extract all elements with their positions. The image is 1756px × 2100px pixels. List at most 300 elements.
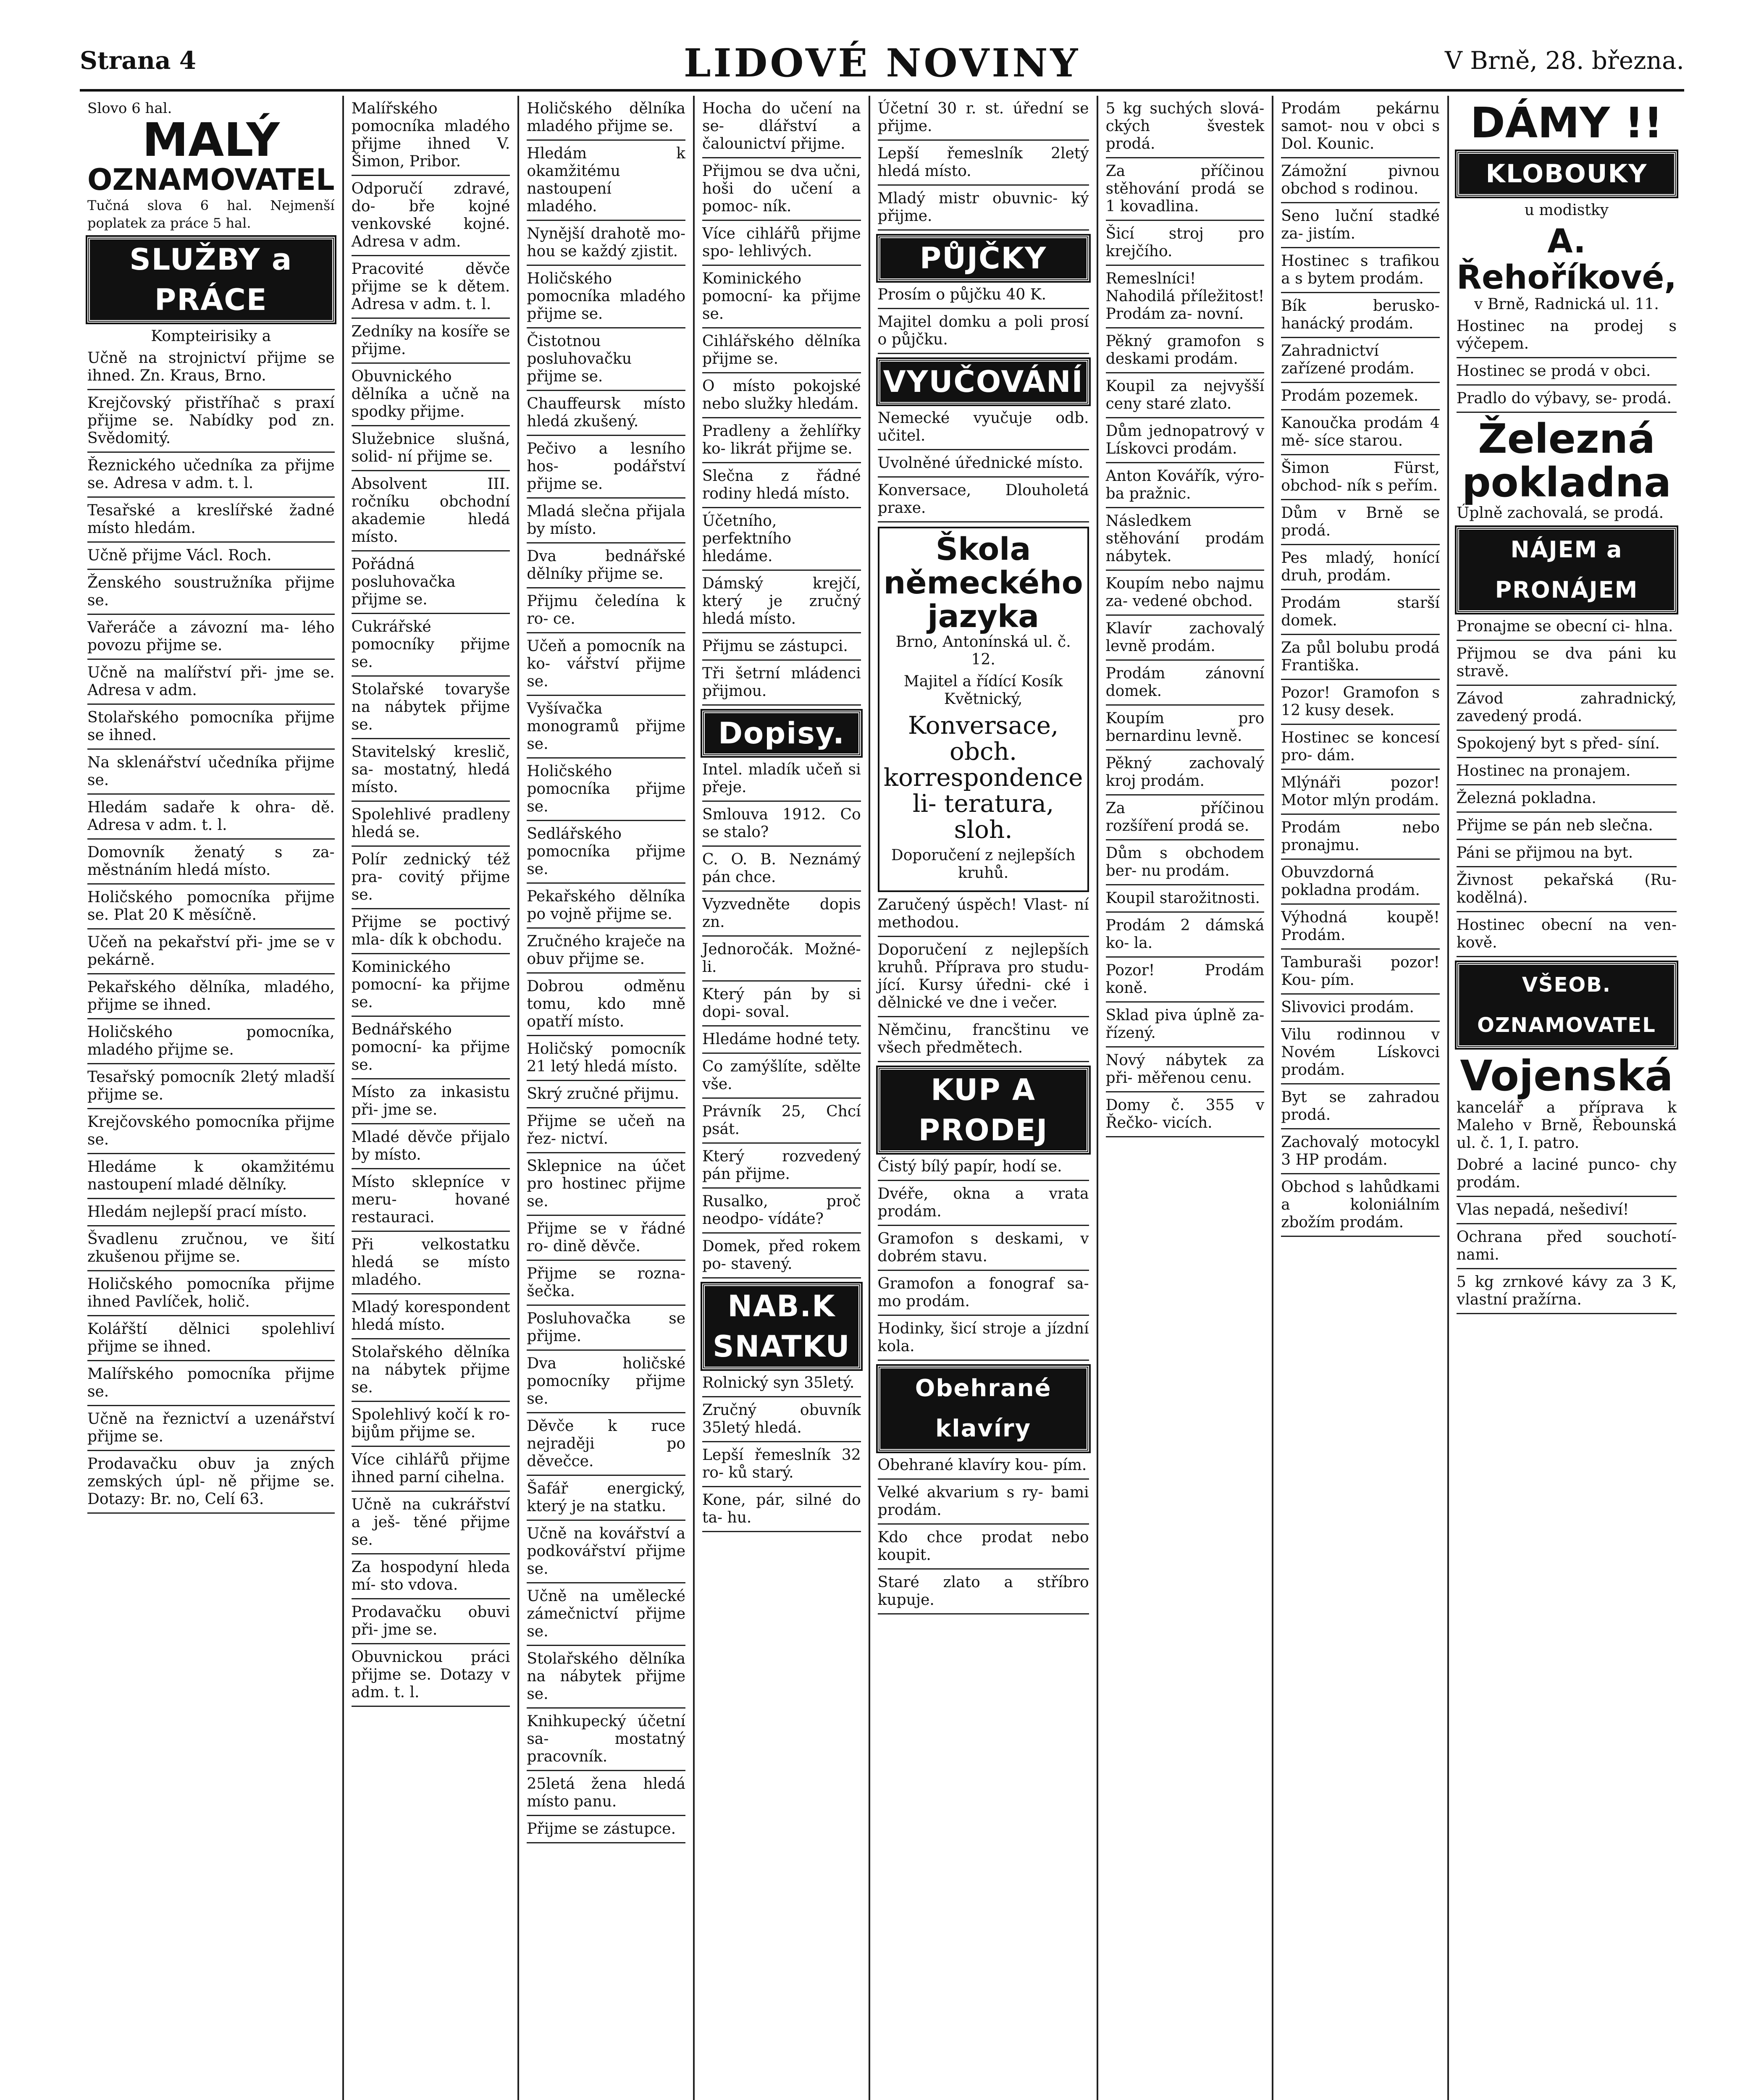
classified-ad: Hodinky, šicí stroje a jízdní kola. (877, 1320, 1089, 1355)
zelezna-title: Železná pokladna (1462, 415, 1671, 506)
skola-title: Škola německého jazyka (883, 531, 1083, 635)
skola-address: Brno, Antonínská ul. č. 12. (895, 633, 1071, 668)
classified-ad: Účetního, perfektního hledáme. (702, 512, 792, 565)
classified-ad: Pradlo do výbavy, se- prodá. (1456, 390, 1672, 407)
ad-divider (1457, 784, 1677, 785)
classified-ad: Mlýnáři pozor! Motor mlýn prodám. (1281, 774, 1440, 809)
classified-ad: Zámožní pivnou obchod s rodinou. (1281, 163, 1440, 197)
ad-divider (87, 614, 335, 615)
classified-ad: Doporučení z nejlepších kruhů. Příprava pro studu- jící. Kursy úředni- cké i dělnické ve dne i večer. (877, 941, 1089, 1011)
classified-ad: Majitel domku a poli prosí o půjčku. (877, 313, 1089, 348)
classified-ad: Vyzvedněte dopis zn. (702, 896, 861, 931)
ad-divider (702, 1531, 861, 1532)
banner-klobouky: KLOBOUKY (1457, 151, 1677, 197)
rehorikove-title: A. Řehoříkové, (1456, 223, 1677, 297)
classified-ad: Holičský pomocník 21 letý hledá místo. (527, 1040, 685, 1075)
classified-ad: Pronajme se obecní ci- hlna. (1456, 618, 1673, 635)
skola-doporuceni: Doporučení z nejlepších kruhů. (891, 847, 1076, 882)
ad-divider (878, 1360, 1089, 1361)
classified-ad: Holičského pomocníka přijme se. Plat 20 K měsíčně. (87, 889, 335, 924)
classified-ad: Pracovité děvče přijme se k dětem. Adresa v adm. t. l. (351, 260, 510, 313)
classified-ad: Prodám starší domek. (1281, 594, 1440, 629)
classified-ad: Dům jednopatrový v Lískovci prodám. (1105, 423, 1265, 457)
ads-list-b (878, 286, 1089, 354)
ad-divider (878, 353, 1089, 354)
classified-ad: Přijme se rozna- šečka. (527, 1265, 685, 1300)
place-date: V Brně, 28. března. (1444, 46, 1684, 75)
ad-divider (1457, 839, 1677, 840)
ad-divider (878, 1061, 1089, 1062)
classified-ad: Kone, pár, silné do ta- hu. (702, 1491, 861, 1526)
classified-ad: Švadlenu zručnou, ve šití zkušenou přijme se. (87, 1231, 335, 1265)
ad-divider (352, 175, 510, 176)
modistky-text: u modistky (1524, 202, 1609, 219)
ad-divider (527, 757, 685, 759)
classified-ad: Cihlářského dělníka přijme se. (702, 333, 861, 368)
classified-ad: Posluhovačka se přijme. (527, 1310, 685, 1345)
ad-divider (702, 704, 861, 706)
classified-ad: Rolnický syn 35letý. (702, 1374, 855, 1391)
ads-list (527, 100, 685, 1843)
ads-list-c (1457, 1156, 1677, 1314)
ad-divider (1457, 956, 1677, 957)
ad-divider (702, 265, 861, 266)
ad-divider (702, 659, 861, 661)
ad-divider (87, 1450, 335, 1451)
banner-sluzby-prace: SLUŽBY a PRÁCE (87, 237, 335, 323)
classified-ad: Prodám pozemek. (1281, 387, 1419, 404)
classified-ad: Přijmou se dva páni ku stravě. (1456, 645, 1677, 680)
ads-list-c (878, 410, 1089, 522)
ad-divider (1281, 679, 1440, 680)
ad-divider (1281, 769, 1440, 770)
ad-divider (702, 632, 861, 633)
ad-divider (87, 541, 335, 543)
zelezna-text: Úplně zachovalá, se prodá. (1456, 504, 1664, 522)
classified-ad: Účetní 30 r. st. úřední se přijme. (877, 100, 1089, 135)
ad-divider (352, 1078, 510, 1079)
ad-divider (527, 1475, 685, 1476)
classified-ad: Stolařského dělníka na nábytek přijme se. (351, 1344, 510, 1396)
ad-divider (1106, 956, 1265, 958)
ad-divider (878, 476, 1089, 478)
ad-divider (527, 1305, 685, 1306)
classified-ad: Hledám nejlepší prací místo. (87, 1203, 307, 1221)
ad-divider (87, 1108, 335, 1109)
classified-ad: Dům s obchodem ber- nu prodám. (1105, 845, 1265, 879)
classified-ad: Za půl bolubu prodá Františka. (1281, 639, 1440, 674)
classified-ad: Obuvzdorná pokladna prodám. (1281, 864, 1420, 899)
classified-ad: Nynější drahotě mo- hou se každý zjistit. (527, 225, 685, 260)
ads-list-d (878, 896, 1089, 1062)
ad-divider (1457, 866, 1677, 867)
ad-divider (87, 1198, 335, 1199)
classified-ad: 25letá žena hledá místo panu. (527, 1775, 685, 1810)
ad-divider (878, 521, 1089, 522)
classified-ad: Odporučí zdravé, do- bře kojné venkovské kojné. Adresa v adm. (351, 180, 510, 250)
classified-ad: Remeslníci! Nahodilá příležitost! Prodám za- novní. (1105, 270, 1265, 323)
ad-divider (1281, 993, 1440, 995)
classified-ad: Prodavačku obuv ja zných zemských úpl- ně přijme se. Dotazy: Br. no, Celí 63. (87, 1455, 335, 1508)
classified-ad: Ochrana před souchotí- nami. (1456, 1228, 1677, 1263)
classified-ad: Velké akvarium s ry- bami prodám. (877, 1484, 1089, 1519)
classified-ad: Hocha do učení na se- dlářství a čalounictví přijme. (702, 100, 861, 152)
ad-divider (702, 372, 861, 373)
ad-divider (87, 1512, 335, 1514)
ad-divider (527, 1770, 685, 1771)
classified-ad: Kolářští dělnici spolehliví přijme se ihned. (87, 1320, 335, 1355)
classified-ad: Šicí stroj pro krejčího. (1105, 225, 1265, 260)
ad-divider (878, 1270, 1089, 1271)
classified-ad: Učně na cukrářství a ješ- těné přijme se. (351, 1496, 510, 1549)
rehorikove-address: v Brně, Radnická ul. 11. (1474, 296, 1659, 313)
ad-divider (1281, 948, 1440, 950)
classified-ad: Který rozvedený pán přijme. (702, 1148, 861, 1183)
ad-divider (352, 425, 510, 426)
banner-najem-pronajem: NÁJEM a PRONÁJEM (1457, 527, 1677, 613)
ad-divider (527, 1582, 685, 1583)
ad-divider (87, 883, 335, 885)
page-label: Strana 4 (80, 46, 197, 75)
classified-ad: Závod zahradnický, zavedený prodá. (1456, 690, 1677, 725)
classified-ad: Páni se přijmou na byt. (1456, 844, 1633, 861)
classified-ad: Gramofon s deskami, v dobrém stavu. (877, 1230, 1089, 1265)
ad-divider (352, 255, 510, 256)
classified-ad: Vyšívačka monogramů přijme se. (527, 700, 685, 753)
price-note-top: Slovo 6 hal. (87, 100, 172, 117)
ad-divider (87, 793, 335, 795)
classified-ad: Přijme se pán neb slečna. (1456, 817, 1653, 834)
classified-ad: Přijme se zástupce. (527, 1820, 676, 1838)
classified-ad: Vilu rodinnou v Novém Lískovci prodám. (1281, 1026, 1440, 1079)
classified-ad: Dva holičské pomocníky přijme se. (527, 1355, 685, 1407)
ad-divider (352, 1168, 510, 1169)
ad-divider (527, 972, 685, 974)
classified-ad: Více cihlářů přijme spo- lehlivých. (702, 225, 861, 260)
classified-ad: Domy č. 355 v Řečko- vicích. (1105, 1097, 1265, 1131)
ad-divider (1457, 357, 1677, 358)
ad-divider (1281, 634, 1440, 635)
ad-divider (702, 507, 861, 508)
classified-ad: Živnost pekařská (Ru- kodělná). (1456, 872, 1677, 906)
ad-divider (1106, 327, 1265, 328)
ad-divider (527, 390, 685, 391)
ad-divider (1457, 811, 1677, 813)
ad-divider (352, 1643, 510, 1644)
ad-divider (878, 229, 1089, 231)
ad-divider (1106, 704, 1265, 706)
classified-ad: Holičského dělníka mladého přijme se. (527, 100, 685, 135)
classified-ad: Slečna z řádné rodiny hledá místo. (702, 467, 861, 502)
ad-divider (352, 470, 510, 471)
ad-divider (87, 452, 335, 453)
classified-ad: Služebnice slušná, solid- ní přijme se. (351, 430, 510, 465)
ad-divider (1106, 372, 1265, 373)
ad-divider (527, 265, 685, 266)
classified-ad: Stolařského pomocníka přijme se ihned. (87, 709, 335, 744)
classified-ad: Místo za inkasistu při- jme se. (351, 1084, 510, 1118)
classified-ad: Rusalko, proč neodpo- vídáte? (702, 1193, 861, 1228)
ad-divider (702, 1441, 861, 1442)
skola-konversace: Konversace, obch. korrespondence li- teratura, sloh. (883, 711, 1083, 844)
ad-divider (87, 973, 335, 974)
ad-divider (352, 613, 510, 614)
classified-ad: Sklepnice na účet pro hostinec přijme se. (527, 1158, 685, 1210)
classified-ad: Kominického pomocní- ka přijme se. (351, 958, 510, 1011)
classified-ad: Chauffeursk místo hledá zkušený. (527, 395, 685, 430)
ad-divider (87, 1063, 335, 1064)
ad-divider (878, 1315, 1089, 1316)
banner-pujcky: PŮJČKY (878, 236, 1089, 281)
column-6 (1098, 96, 1274, 2100)
ads-list (702, 100, 861, 706)
classified-ad: Nemecké vyučuje odb. učitel. (877, 410, 1089, 444)
classified-ad: Za příčinou stěhování prodá se 1 kovadlina. (1105, 163, 1265, 215)
price-note: Tučná slova 6 hal. Nejmenší poplatek za práce 5 hal. (87, 197, 335, 231)
banner-obehrane-klaviry: Obehrané klavíry (878, 1366, 1089, 1452)
classified-ad: Stolařského dělníka na nábytek přijme se. (527, 1650, 685, 1703)
classified-ad: Stavitelský kreslič, sa- mostatný, hledá místo. (351, 743, 510, 796)
ad-divider (527, 1707, 685, 1709)
ad-divider (1457, 412, 1677, 413)
ad-divider (352, 550, 510, 551)
classified-ad: Holičského pomocníka mladého přijme se. (527, 270, 685, 323)
ad-divider (527, 1349, 685, 1351)
ad-divider (527, 435, 685, 436)
banner-vyucovani: VYUČOVÁNÍ (878, 359, 1089, 404)
classified-ad: Učeň na pekařství při- jme se v pekárně. (87, 934, 335, 969)
classified-ad: Učně na strojnictví přijme se ihned. Zn. Kraus, Brno. (87, 349, 335, 384)
classified-ad: Pekařského dělníka po vojně přijme se. (527, 888, 685, 923)
classified-ad: Mladá slečna přijala by místo. (527, 503, 685, 538)
ad-divider (1281, 409, 1440, 410)
vojenska-title: Vojenská (1460, 1051, 1673, 1100)
classified-ad: Prodám zánovní domek. (1105, 665, 1265, 700)
ad-divider (702, 890, 861, 892)
banner-dopisy: Dopisy. (702, 711, 861, 756)
ad-divider (87, 1153, 335, 1154)
ad-divider (352, 1598, 510, 1599)
ad-divider (702, 935, 861, 937)
banner-nab-k-snatku: NAB.K SNATKU (702, 1284, 861, 1369)
classified-ad: Lepší řemeslník 32 ro- ků starý. (702, 1446, 861, 1481)
banner-kup-prodej: KUP A PRODEJ (878, 1067, 1089, 1153)
column-2 (344, 96, 520, 2100)
classified-ad: Obchod s lahůdkami a koloniálním zbožím prodám. (1281, 1179, 1440, 1231)
classified-ad: Domek, před rokem po- stavený. (702, 1238, 861, 1273)
title-maly: MALÝ (142, 113, 280, 167)
ad-divider (527, 1080, 685, 1081)
ad-divider (702, 462, 861, 463)
ad-divider (1281, 858, 1440, 860)
classified-ad: Tesařské a kreslířské žadné místo hledám. (87, 502, 335, 537)
ad-divider (352, 1401, 510, 1402)
ad-divider (702, 1142, 861, 1144)
ad-divider (352, 738, 510, 739)
ad-divider (1281, 724, 1440, 725)
classified-ad: Zručného kraječe na obuv přijme se. (527, 933, 685, 968)
classified-ad: Hledáme k okamžitému nastoupení mladé dělníky. (87, 1158, 335, 1193)
ads-list-c (702, 1374, 861, 1532)
classified-ad: Výhodná koupě! Prodám. (1281, 909, 1440, 944)
classified-ad: Anton Kovářík, výro- ba pražnic. (1105, 467, 1265, 502)
classified-ad: Pozor! Prodám koně. (1105, 962, 1265, 997)
ad-divider (352, 318, 510, 319)
ad-divider (1106, 220, 1265, 221)
classified-ad: Holičského pomocníka přijme ihned Pavlíček, holič. (87, 1276, 335, 1310)
ad-divider (352, 675, 510, 677)
classified-ad: Prodám 2 dámská ko- la. (1105, 917, 1265, 952)
classified-ad: Dobré a laciné punco- chy prodám. (1456, 1156, 1677, 1191)
classified-ad: Šafář energický, který je na statku. (527, 1480, 685, 1515)
ad-divider (352, 1123, 510, 1124)
ad-divider (527, 882, 685, 884)
column-3 (519, 96, 695, 2100)
ad-divider (878, 184, 1089, 186)
ad-divider (1106, 839, 1265, 840)
classified-ad: Bednářského pomocní- ka přijme se. (351, 1021, 510, 1074)
classified-ad: Učně přijme Václ. Roch. (87, 547, 272, 564)
classified-ad: Hledáme hodné tety. (702, 1031, 861, 1048)
ad-divider (878, 139, 1089, 141)
ads-list-f (878, 1457, 1089, 1614)
ads-list (1106, 100, 1265, 1137)
ad-divider (702, 1277, 861, 1278)
ad-divider (1457, 1223, 1677, 1224)
ad-divider (352, 1338, 510, 1339)
ad-divider (878, 1523, 1089, 1525)
ad-divider (1457, 1313, 1677, 1314)
ad-divider (87, 1225, 335, 1226)
ad-divider (527, 1412, 685, 1413)
classified-ad: Vařeráče a závozní ma- lého povozu přijme se. (87, 619, 335, 654)
classified-ad: Pes mladý, honící druh, prodám. (1281, 549, 1440, 584)
classified-ad: Čistý bílý papír, hodí se. (877, 1158, 1062, 1175)
vojenska-text: kancelář a příprava k Maleho v Brně, Řebounská ul. č. 1, I. patro. (1456, 1099, 1677, 1152)
ads-list (87, 349, 335, 1514)
ad-divider (878, 936, 1089, 937)
classified-ad: Pekařského dělníka, mladého, přijme se ihned. (87, 979, 335, 1013)
ad-divider (1106, 417, 1265, 418)
classified-ad: Dámský krejčí, který je zručný hledá místo. (702, 575, 861, 627)
ad-divider (702, 1053, 861, 1054)
ad-divider (352, 953, 510, 954)
ad-divider (702, 157, 861, 158)
classified-ad: Učně na malířství při- jme se. Adresa v adm. (87, 664, 335, 699)
ad-divider (87, 704, 335, 705)
ads-list (352, 100, 510, 1707)
classified-ad: Bík berusko-hanácký prodám. (1281, 297, 1440, 332)
ads-list-b (702, 761, 861, 1278)
ad-divider (702, 1187, 861, 1189)
ad-divider (1457, 757, 1677, 758)
column-8 (1449, 96, 1684, 2100)
classified-ad: Malířského pomocníka přijme se. (87, 1365, 335, 1400)
classified-ad: Lepší řemeslník 2letý hledá místo. (877, 145, 1089, 180)
ad-divider (352, 1553, 510, 1554)
ad-divider (1106, 570, 1265, 571)
classified-ad: Jednoročák. Možné-li. (702, 941, 861, 976)
ad-divider (87, 1405, 335, 1406)
ads-list-e (878, 1158, 1089, 1361)
ad-divider (527, 1035, 685, 1036)
classified-ad: Mladý mistr obuvnic- ký přijme. (877, 190, 1089, 225)
ad-divider (87, 838, 335, 840)
ad-divider (1457, 1196, 1677, 1197)
ad-divider (1106, 884, 1265, 885)
ad-divider (527, 695, 685, 696)
ad-divider (527, 1842, 685, 1843)
ad-divider (878, 1478, 1089, 1480)
classified-ad: Přijme se v řádné ro- dině děvče. (527, 1220, 685, 1255)
ad-divider (1281, 292, 1440, 293)
ad-divider (527, 1520, 685, 1521)
classified-ad: Co zamýšlíte, sdělte vše. (702, 1058, 861, 1093)
classified-ad: Přijme se učeň na řez- nictví. (527, 1113, 685, 1147)
classified-ad: Učně na umělecké zámečnictví přijme se. (527, 1588, 685, 1640)
classified-ad: Zručný obuvník 35letý hledá. (702, 1402, 861, 1436)
classified-ad: Seno luční stadké za- jistím. (1281, 207, 1440, 242)
classified-ad: Hostinec se prodá v obci. (1456, 362, 1651, 380)
ad-divider (527, 497, 685, 499)
classified-ad: Kanoučka prodám 4 mě- síce starou. (1281, 415, 1440, 449)
ad-divider (527, 632, 685, 633)
ad-divider (1106, 659, 1265, 661)
ad-divider (1281, 1236, 1440, 1237)
classified-ad: Hledám k okamžitému nastoupení mladého. (527, 145, 685, 215)
ad-divider (1106, 794, 1265, 795)
ad-divider (702, 417, 861, 418)
ad-divider (87, 389, 335, 390)
classified-ad: Pradleny a žehlířky ko- likrát přijme se. (702, 423, 861, 457)
classified-ad: Více cihlářů přijme ihned parní cihelna. (351, 1451, 510, 1486)
classified-ad: Malířského pomocníka mladého přijme ihned V. Šimon, Pribor. (351, 100, 510, 170)
ad-divider (87, 1270, 335, 1271)
classified-ad: Němčinu, francštinu ve všech předmětech. (877, 1021, 1089, 1056)
banner-vseob-oznamovatel: VŠEOB. OZNAMOVATEL (1457, 962, 1677, 1048)
classified-ad: Skrý zručné přijmu. (527, 1085, 679, 1102)
classified-ad: Intel. mladík učeň si přeje. (702, 761, 861, 796)
classified-ad: Čistotnou posluhovačku přijme se. (527, 333, 632, 385)
classified-ad: Dvéře, okna a vrata prodám. (877, 1185, 1089, 1220)
classified-ad: Učeň a pomocník na ko- vářství přijme se. (527, 638, 685, 690)
ad-divider (527, 1815, 685, 1816)
column-1 (80, 96, 344, 2100)
ad-divider (878, 1180, 1089, 1181)
ad-divider (1281, 337, 1440, 338)
ad-divider (352, 801, 510, 802)
classified-ad: Obuvnickou práci přijme se. Dotazy v adm. t. l. (351, 1648, 510, 1701)
ad-divider (87, 1360, 335, 1361)
ad-divider (1457, 640, 1677, 641)
ad-divider (87, 659, 335, 660)
classified-ad: Pěkný zachovalý kroj prodám. (1105, 755, 1265, 790)
classified-ad: Hostinec obecní na ven- kově. (1456, 916, 1677, 951)
ad-divider (527, 220, 685, 221)
ad-divider (527, 1215, 685, 1216)
ads-list (878, 100, 1089, 231)
classified-ad: Polír zednický též pra- covitý přijme se. (351, 851, 510, 903)
title-oznamovatel: OZNAMOVATEL (87, 163, 335, 197)
classified-ad: Šimon Fürst, obchod- ník s peřím. (1281, 459, 1440, 494)
classified-ad: Za příčinou rozšíření prodá se. (1105, 800, 1265, 835)
ad-divider (1281, 157, 1440, 158)
ad-divider (527, 542, 685, 543)
classified-ad: C. O. B. Neznámý pán chce. (702, 851, 861, 886)
classified-ad: Slivovici prodám. (1281, 999, 1414, 1016)
classified-ad: Spolehlivý kočí k ro- bijům přijme se. (351, 1406, 510, 1441)
ad-divider (1457, 1268, 1677, 1269)
